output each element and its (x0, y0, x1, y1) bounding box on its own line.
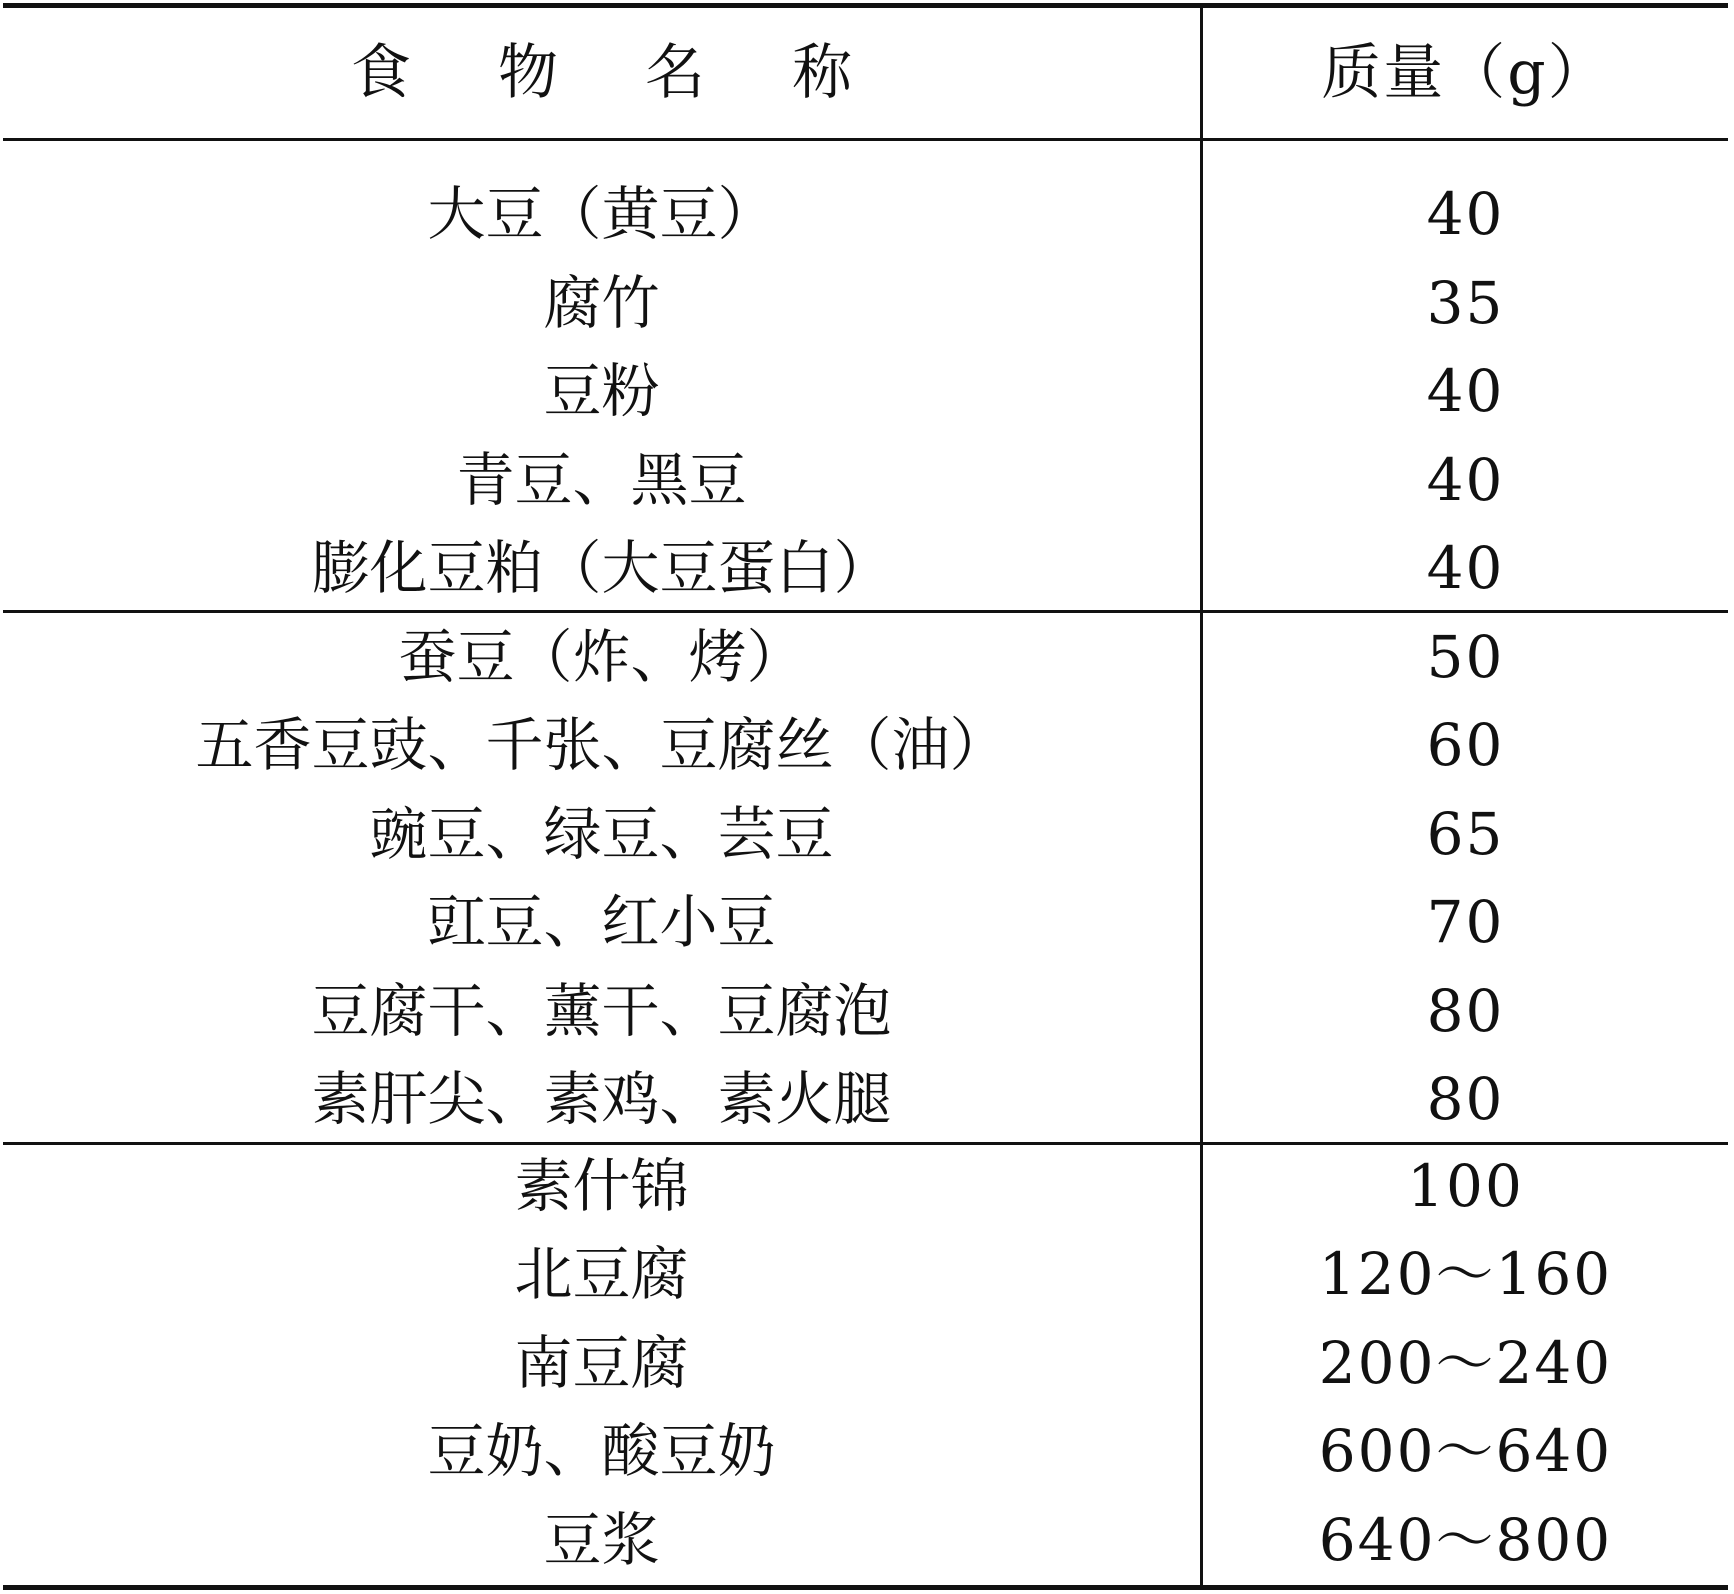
food-name: 五香豆豉、千张、豆腐丝（油） (195, 710, 1008, 779)
food-name: 豆浆 (543, 1505, 660, 1574)
food-quantity: 40 (1426, 356, 1505, 425)
food-quantity: 50 (1426, 622, 1505, 691)
food-name: 豌豆、绿豆、芸豆 (369, 799, 834, 868)
food-quantity: 60 (1426, 710, 1505, 779)
food-quantity: 640～800 (1318, 1505, 1613, 1574)
food-name: 膨化豆粕（大豆蛋白） (311, 533, 892, 602)
food-name: 蚕豆（炸、烤） (398, 622, 805, 691)
food-name: 素肝尖、素鸡、素火腿 (311, 1064, 892, 1133)
food-quantity: 65 (1426, 799, 1505, 868)
food-name: 豆奶、酸豆奶 (427, 1416, 776, 1485)
food-quantity: 40 (1426, 445, 1505, 514)
food-quantity: 70 (1426, 887, 1505, 956)
food-quantity: 40 (1426, 179, 1505, 248)
food-name: 豆腐干、薰干、豆腐泡 (311, 976, 892, 1045)
header-rule (3, 138, 1728, 141)
food-quantity: 35 (1426, 268, 1505, 337)
food-name: 素什锦 (514, 1151, 689, 1220)
food-quantity: 600～640 (1318, 1416, 1613, 1485)
food-quantity: 100 (1407, 1151, 1524, 1220)
header-food-name: 食 物 名 称 (350, 38, 887, 108)
food-name: 青豆、黑豆 (456, 445, 747, 514)
food-name: 北豆腐 (514, 1239, 689, 1308)
food-quantity: 80 (1426, 1064, 1505, 1133)
food-name: 大豆（黄豆） (427, 179, 776, 248)
table-bottom-rule (3, 1585, 1728, 1590)
food-name: 南豆腐 (514, 1328, 689, 1397)
food-quantity: 200～240 (1318, 1328, 1613, 1397)
header-quantity: 质量（g） (1321, 38, 1610, 108)
food-quantity: 80 (1426, 976, 1505, 1045)
food-name: 豇豆、红小豆 (427, 887, 776, 956)
food-quantity: 120～160 (1318, 1239, 1613, 1308)
food-quantity: 40 (1426, 533, 1505, 602)
food-name: 腐竹 (543, 268, 660, 337)
food-name: 豆粉 (543, 356, 660, 425)
